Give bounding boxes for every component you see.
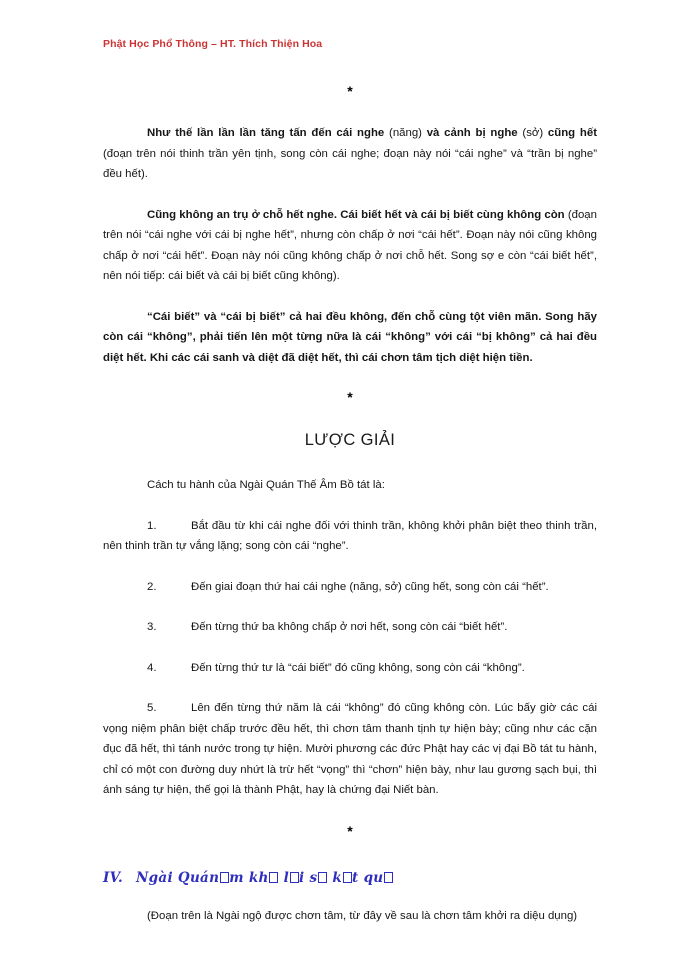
list-item-text: Đến từng thứ tư là “cái biết” đó cũng không, song còn cái “không”.: [191, 661, 525, 674]
paragraph-1-bold-end: cũng hết: [547, 127, 597, 139]
paragraph-2-tail: (đoạn trên nói “cái nghe với cái bị nghe hết”, nhưng còn chấp ở nơi “cái hết”. Đoạn này nói cũng không chấp ở nơi “cái hết”. Đoạn này nói cũng không chấp ở nơi chỗ hết. Song sợ e còn “cái biết hết”, nên nói tiếp: cái biết và cái bị biết cũng không).: [103, 208, 597, 282]
list-item: [103, 516, 597, 557]
paragraph-1: [103, 123, 597, 185]
missing-glyph-box: [269, 872, 278, 883]
paragraph-1-tail: (đoạn trên nói thinh trần yên tịnh, song còn cái nghe; đoạn này nói “cái nghe” và “trần bị nghe” đều hết).: [103, 147, 597, 180]
paragraph-1-bold-lead: Như thế lần lần lần tăng tấn đến cái nghe: [147, 127, 385, 139]
running-header: Phật Học Phổ Thông – HT. Thích Thiện Hoa: [103, 38, 323, 50]
page-content: [103, 78, 597, 926]
list-item-number: 5.: [147, 702, 157, 714]
missing-glyph-box: [343, 872, 352, 883]
missing-glyph-box: [220, 872, 229, 883]
paragraph-1-bold-mid: và cảnh bị nghe: [426, 127, 518, 139]
missing-glyph-box: [290, 872, 299, 883]
list-item-number: 2.: [147, 580, 157, 593]
list-item-text: Lên đến từng thứ năm là cái “không” đó cũng không còn. Lúc bấy giờ các cái vọng niệm phân biệt chấp trước đều hết, thì chơn tâm thanh tịnh tự hiện bày; cũng như các cặn đục đã hết, thì tánh nước trong tự hiện. Mười phương các đức Phật hay các vị đại Bồ tát tu hành, chỉ có một con đường duy nhứt là trừ hết “vọng” thì “chơn” hiện bày, như lau gương sạch bụi, thì ánh sáng tự hiện, thế gọi là thành Phật, hay là chứng đại Niết bàn.: [103, 702, 597, 796]
section-title: LƯỢC GIẢI: [304, 431, 396, 449]
list-item-number: 4.: [147, 661, 157, 674]
paragraph-1-regular-2: (sở): [517, 127, 548, 139]
section-lead: Cách tu hành của Ngài Quán Thế Âm Bồ tát là:: [147, 479, 385, 491]
paragraph-1-regular-1: (năng): [384, 127, 427, 139]
subsection-number: IV.: [103, 869, 124, 886]
list-item-number: 1.: [147, 519, 157, 532]
subsection-title: Ngài Quán m kh l i s k t qu: [136, 870, 393, 886]
list-item-number: 3.: [147, 621, 157, 633]
list-item-text: Đến từng thứ ba không chấp ở nơi hết, song còn cái “biết hết”.: [191, 621, 508, 633]
list-item: [103, 617, 597, 638]
subsection-heading: [103, 838, 597, 886]
paragraph-2-bold-lead: Cũng không an trụ ở chỗ hết nghe. Cái biết hết và cái bị biết cùng không còn: [147, 208, 565, 221]
star-separator-2: *: [347, 389, 353, 405]
missing-glyph-box: [384, 872, 393, 883]
numbered-list: [103, 516, 597, 801]
paragraph-3: [103, 307, 597, 369]
star-separator-3: *: [347, 822, 353, 839]
missing-glyph-box: [318, 872, 327, 883]
list-item: [103, 658, 597, 679]
subsection-note: (Đoạn trên là Ngài ngộ được chơn tâm, từ đây về sau là chơn tâm khởi ra diệu dụng): [147, 909, 578, 922]
list-item-text: Bắt đầu từ khi cái nghe đối với thinh trần, không khởi phân biệt theo thinh trần, nên thinh trần tự vắng lặng; song còn cái “nghe”.: [103, 519, 597, 552]
star-separator-1: *: [347, 83, 353, 99]
paragraph-3-text: “Cái biết” và “cái bị biết” cả hai đều không, đến chỗ cùng tột viên mãn. Song hãy còn cái “không”, phải tiến lên một từng nữa là cái “không” với cái “bị không” cả hai đều diệt hết. Khi các cái sanh và diệt đã diệt hết, thì cái chơn tâm tịch diệt hiện tiền.: [103, 310, 597, 364]
list-item: [103, 577, 597, 598]
paragraph-2: [103, 205, 597, 287]
list-item-text: Đến giai đoạn thứ hai cái nghe (năng, sở) cũng hết, song còn cái “hết”.: [191, 580, 549, 593]
list-item: [103, 698, 597, 801]
